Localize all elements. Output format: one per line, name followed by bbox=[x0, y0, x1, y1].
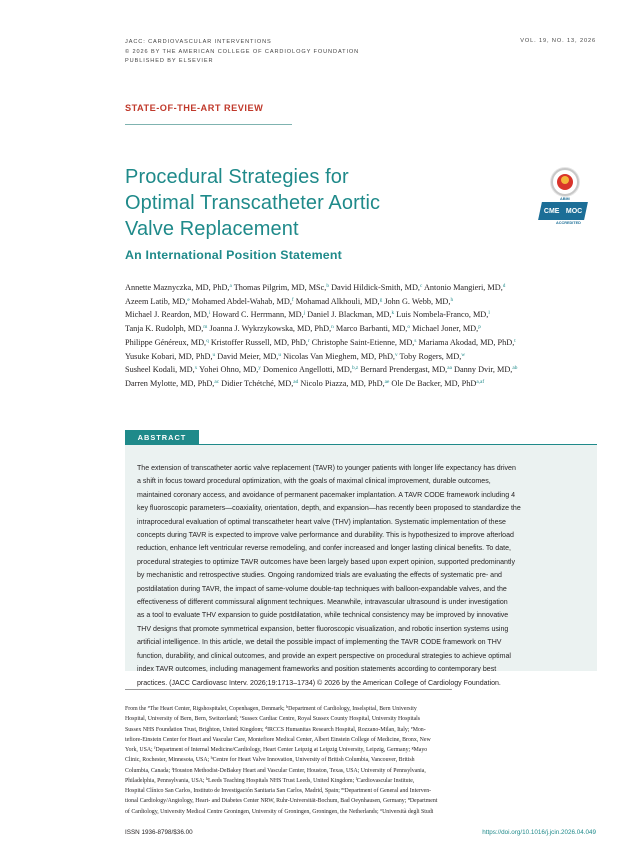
affiliation-marker[interactable]: b bbox=[326, 283, 330, 289]
title-line: Valve Replacement bbox=[125, 218, 299, 240]
affiliation-line bbox=[125, 807, 597, 817]
affiliation-marker[interactable]: ad bbox=[293, 378, 299, 385]
affiliation-marker[interactable]: v bbox=[394, 351, 398, 358]
affiliation-marker[interactable]: y bbox=[258, 365, 261, 372]
affiliation-text: Clinic, Rochester, Minnesota, USA; bbox=[125, 757, 211, 764]
affiliation-line bbox=[125, 755, 597, 765]
affiliation-marker[interactable]: s bbox=[414, 337, 417, 344]
author-name: Luis Nombela-Franco, MD, bbox=[394, 310, 489, 320]
affiliation-text: tefiore-Einstein Center for Heart and Vascular Care, Montefiore Medical Center, Albert Einstein College of Medicine, Bronx, New bbox=[125, 736, 431, 743]
affiliation-text: Università degli Studi bbox=[382, 808, 434, 815]
author-line bbox=[125, 350, 605, 364]
affiliation-text: Centre for Heart Valve Innovation, University of British Columbia, Vancouver, British bbox=[212, 757, 415, 764]
abstract-line: artificial intelligence. In this article, we detail the possible impact of implementing the TAVR CODE framework on THV bbox=[137, 639, 502, 647]
affiliation-marker[interactable]: k bbox=[391, 310, 395, 317]
affiliation-marker: m bbox=[341, 786, 345, 791]
author-name: Joanna J. Wykrzykowska, MD, PhD, bbox=[207, 324, 332, 334]
author-line bbox=[125, 377, 605, 391]
affiliation-line bbox=[125, 776, 597, 786]
affiliation-text: tional Cardiology/Angiology, Heart- and Diabetes Center NRW, Ruhr-Universität-Bochum, Bad Oeynhausen, Germany; bbox=[125, 798, 408, 805]
author-name: Philippe Généreux, MD, bbox=[125, 337, 207, 347]
author-name: Kristoffer Russell, MD, PhD, bbox=[208, 337, 308, 347]
issn: ISSN 1936-8798/$36.00 bbox=[125, 829, 193, 836]
affiliation-marker[interactable]: m bbox=[203, 324, 208, 331]
affiliation-marker[interactable]: g bbox=[379, 296, 383, 303]
author-name: David Meier, MD, bbox=[215, 351, 279, 361]
author-name: Yohei Ohno, MD, bbox=[197, 365, 259, 375]
affiliation-text: From the bbox=[125, 706, 148, 712]
affiliation-marker[interactable]: t bbox=[514, 337, 516, 344]
affiliation-line bbox=[125, 725, 597, 735]
author-name: Nicolas Van Mieghem, MD, PhD, bbox=[281, 351, 395, 361]
affiliation-marker[interactable]: i bbox=[208, 310, 211, 317]
affiliation-text: Hospital, University of Bern, Bern, Switzerland; bbox=[125, 716, 240, 723]
affiliation-text: Philadelphia, Pennsylvania, USA; bbox=[125, 777, 206, 784]
affiliation-text: of Cardiology, University Medical Centre Groningen, University of Groningen, Groningen, the Netherlands; bbox=[125, 808, 381, 815]
affiliation-marker[interactable]: aa bbox=[447, 365, 452, 372]
author-name: Nicolo Piazza, MD, PhD, bbox=[298, 378, 385, 388]
author-line bbox=[125, 295, 605, 309]
author-name: Mohamed Abdel-Wahab, MD, bbox=[189, 296, 292, 306]
affiliation-marker[interactable]: l bbox=[488, 310, 490, 317]
title-line: Optimal Transcatheter Aortic bbox=[125, 192, 381, 214]
affiliations bbox=[125, 704, 597, 817]
abstract-line: procedural strategies to optimize TAVR outcomes have been largely based upon expert opinion, supported predominantly bbox=[137, 558, 516, 566]
affiliation-text: Department bbox=[409, 798, 438, 805]
affiliation-marker[interactable]: o bbox=[407, 324, 411, 331]
affiliation-marker[interactable]: p bbox=[478, 324, 481, 331]
affiliation-marker: n bbox=[407, 796, 410, 802]
section-label: STATE-OF-THE-ART REVIEW bbox=[125, 103, 264, 113]
author-name: Thomas Pilgrim, MD, MSc, bbox=[231, 283, 327, 292]
volume-info: VOL. 19, NO. 13, 2026 bbox=[520, 38, 596, 44]
author-name: Mohamad Alkhouli, MD, bbox=[293, 296, 380, 306]
author-name: Annette Maznyczka, MD, PhD, bbox=[125, 283, 230, 292]
affiliation-text: Department of Cardiology, Inselspital, Bern University bbox=[288, 706, 417, 712]
author-line bbox=[125, 322, 605, 336]
affiliation-line bbox=[125, 745, 597, 755]
author-name: Tanja K. Rudolph, MD, bbox=[125, 324, 204, 334]
author-name: Didier Tchétché, MD, bbox=[219, 378, 294, 388]
cme-moc-badge[interactable] bbox=[540, 168, 600, 230]
author-name: Ole De Backer, MD, PhD bbox=[389, 378, 477, 388]
article-subtitle: An International Position Statement bbox=[125, 248, 342, 262]
affiliation-line bbox=[125, 714, 597, 724]
affiliation-text: Department of Internal Medicine/Cardiology, Heart Center Leipzig at Leipzig University, Leipzig, Germany; bbox=[155, 747, 412, 753]
affiliation-text: Houston Methodist-DeBakey Heart and Vascular Center, Houston, Texas, USA; University of Pennsylvania, bbox=[172, 767, 426, 774]
affiliation-line bbox=[125, 786, 597, 796]
affiliation-text: Sussex NHS Foundation Trust, Brighton, United Kingdom; bbox=[125, 726, 266, 733]
abstract-line: key fluoroscopic parameters—coaxiality, orientation, depth, and expansion—has recently been proposed to standardize the bbox=[137, 505, 521, 513]
affiliation-marker[interactable]: x bbox=[194, 365, 198, 372]
affiliation-text: Columbia, Canada; bbox=[125, 767, 172, 774]
affiliation-marker[interactable]: ab bbox=[512, 365, 518, 372]
abstract-heading: ABSTRACT bbox=[125, 430, 199, 445]
affiliation-marker[interactable]: c bbox=[420, 283, 423, 289]
affiliation-marker[interactable]: u bbox=[278, 351, 281, 358]
author-name: Antonio Mangieri, MD, bbox=[422, 283, 503, 292]
affiliation-text: The Heart Center, Rigshospitalet, Copenhagen, Denmark; bbox=[149, 706, 287, 712]
affiliation-marker[interactable]: ac bbox=[214, 378, 220, 385]
abstract-line: postdilatation during TAVR, the impact of same-volume double-tap techniques with balloon-expandable valves, and the bbox=[137, 585, 507, 593]
author-name: Toby Rogers, MD, bbox=[397, 351, 462, 361]
author-name: Azeem Latib, MD, bbox=[125, 296, 188, 306]
author-line bbox=[125, 308, 605, 322]
abstract-text bbox=[137, 462, 589, 690]
section-divider bbox=[125, 124, 292, 125]
journal-header bbox=[125, 38, 359, 67]
moc-label: MOC bbox=[566, 207, 583, 215]
author-name: Michael Joner, MD, bbox=[410, 324, 479, 334]
abstract-line: index TAVR outcomes, including management frameworks and position statements according to contemporary best bbox=[137, 666, 497, 674]
affiliation-marker: c bbox=[239, 714, 242, 720]
affiliation-marker[interactable]: d bbox=[502, 283, 506, 289]
abstract-line: THV designs that promote symmetrical expansion, better fluoroscopic visualization, and robotic insertion systems using bbox=[137, 625, 509, 633]
author-name: Mariama Akodad, MD, PhD, bbox=[416, 337, 515, 347]
affiliation-text: Sussex Cardiac Centre, Royal Sussex County Hospital, University Hospitals bbox=[241, 716, 421, 723]
author-name: Susheel Kodali, MD, bbox=[125, 365, 195, 375]
affiliation-marker[interactable]: n bbox=[331, 324, 334, 331]
affiliation-marker[interactable]: f bbox=[291, 296, 294, 303]
author-name: Domenico Angellotti, MD, bbox=[260, 365, 352, 375]
title-line: Procedural Strategies for bbox=[125, 166, 349, 188]
affiliation-text: Leeds Teaching Hospitals NHS Trust Leeds, United Kingdom; bbox=[208, 777, 356, 784]
abstract-line: a shift in focus toward procedural optimization, with the goals of maximal clinical improvement, durable outcomes, bbox=[137, 478, 491, 486]
author-name: Yusuke Kobari, MD, PhD, bbox=[125, 351, 213, 361]
abstract-line: reduction, enhance left ventricular reverse remodeling, and confer increased and longer lasting clinical benefits. To date, bbox=[137, 545, 511, 553]
affiliation-line bbox=[125, 704, 597, 714]
author-name: Marco Barbanti, MD, bbox=[333, 324, 408, 334]
author-name: Michael J. Reardon, MD, bbox=[125, 310, 209, 320]
accredited-label: ACCREDITED bbox=[556, 221, 581, 225]
affiliation-marker[interactable]: a,af bbox=[476, 378, 485, 385]
affiliation-marker[interactable]: ae bbox=[384, 378, 390, 385]
author-name: Darren Mylotte, MD, PhD, bbox=[125, 378, 215, 388]
affiliation-marker: l bbox=[355, 775, 357, 781]
journal-name: JACC: CARDIOVASCULAR INTERVENTIONS bbox=[125, 39, 272, 45]
author-name: Christophe Saint-Etienne, MD, bbox=[309, 337, 415, 347]
affiliation-line bbox=[125, 766, 597, 776]
affiliation-text: York, USA; bbox=[125, 747, 155, 753]
affiliation-marker: k bbox=[206, 775, 208, 781]
affiliation-marker[interactable]: e bbox=[187, 296, 190, 303]
affiliation-text: Mayo bbox=[413, 747, 428, 753]
affiliation-text: Cardiovascular Institute, bbox=[356, 777, 415, 784]
affiliation-text: Department of General and Interven- bbox=[344, 788, 432, 794]
author-name: Howard C. Herrmann, MD, bbox=[210, 310, 304, 320]
abstract-line: maintained coronary access, and avoidance of permanent pacemaker implantation. A TAVR CODE framework including 4 bbox=[137, 491, 515, 499]
author-name: Daniel J. Blackman, MD, bbox=[305, 310, 392, 320]
author-line bbox=[125, 281, 605, 295]
affiliation-marker[interactable]: j bbox=[303, 310, 306, 317]
affiliation-marker[interactable]: q bbox=[206, 337, 209, 344]
article-title bbox=[125, 164, 485, 242]
author-line bbox=[125, 363, 605, 377]
author-name: Danny Dvir, MD, bbox=[451, 365, 513, 375]
abstract-line: The extension of transcatheter aortic valve replacement (TAVR) to younger patients with longer life expectancy has driven bbox=[137, 465, 516, 472]
affiliation-text: IRCCS Humanitas Research Hospital, Rozzano-Milan, Italy; bbox=[267, 726, 411, 733]
abstract-line: function, durability, and clinical outcomes, and provide an expert perspective on procedural strategies to achieve optimal bbox=[137, 652, 511, 660]
author-line bbox=[125, 336, 605, 350]
affiliation-marker: i bbox=[171, 765, 173, 771]
cme-moc-banner bbox=[538, 202, 588, 220]
affiliation-line bbox=[125, 796, 597, 806]
affiliation-marker[interactable]: w bbox=[461, 351, 466, 358]
affiliation-marker: d bbox=[265, 724, 268, 730]
affiliation-marker: a bbox=[147, 704, 150, 709]
affiliation-text: Mon- bbox=[412, 726, 426, 733]
affiliation-marker[interactable]: b,z bbox=[351, 365, 359, 372]
affiliation-line bbox=[125, 735, 597, 745]
copyright-line: © 2026 BY THE AMERICAN COLLEGE OF CARDIOLOGY FOUNDATION bbox=[125, 48, 360, 55]
affiliation-marker[interactable]: h bbox=[450, 296, 454, 303]
footnote-divider bbox=[125, 689, 452, 690]
affiliation-marker: f bbox=[154, 745, 156, 750]
abstract-line: as a tool to evaluate THV expansion to guide postdilatation, while technical consistency may be improved by innovative bbox=[137, 612, 509, 620]
affiliation-text: Hospital Clínico San Carlos, Instituto de Investigación Sanitaria San Carlos, Madrid, Spain; bbox=[125, 788, 342, 794]
doi-link[interactable]: https://doi.org/10.1016/j.jcin.2026.04.049 bbox=[482, 829, 596, 836]
acc-logo-icon bbox=[551, 168, 579, 196]
abim-label: ABIM bbox=[560, 197, 570, 201]
author-name: John G. Webb, MD, bbox=[382, 296, 451, 306]
author-name: Bernard Prendergast, MD, bbox=[358, 365, 448, 375]
affiliation-marker: e bbox=[410, 724, 413, 730]
cme-label: CME bbox=[543, 207, 560, 215]
affiliation-marker: h bbox=[210, 755, 213, 761]
abstract-line: effectiveness of different commissural alignment techniques. Meanwhile, intravascular ultrasound is under investigation bbox=[137, 599, 508, 607]
affiliation-marker: b bbox=[286, 704, 289, 709]
affiliation-marker: g bbox=[411, 745, 414, 750]
author-list bbox=[125, 281, 605, 391]
abstract-line: by mechanistic and retrospective studies. Ongoing randomized trials are evaluating the effects of systematic pre- and bbox=[137, 572, 502, 580]
abstract-line: intraprocedural evaluation of optimal transcatheter heart valve (THV) implantation. Systematic implementation of these bbox=[137, 518, 506, 526]
affiliation-marker[interactable]: r bbox=[307, 337, 310, 344]
affiliation-marker[interactable]: u bbox=[212, 351, 216, 358]
affiliation-marker[interactable]: a bbox=[229, 283, 232, 289]
abstract-line: practices. (JACC Cardiovasc Interv. 2026;19:1713–1734) © 2026 by the American College of Cardiology Foundation. bbox=[137, 679, 501, 687]
affiliation-marker: o bbox=[380, 806, 383, 812]
abstract-line: concepts during TAVR is expected to improve valve performance and durability. This is hypothesized to improve afterload bbox=[137, 532, 514, 540]
publisher-line: PUBLISHED BY ELSEVIER bbox=[125, 58, 214, 64]
author-name: David Hildick-Smith, MD, bbox=[329, 283, 420, 292]
